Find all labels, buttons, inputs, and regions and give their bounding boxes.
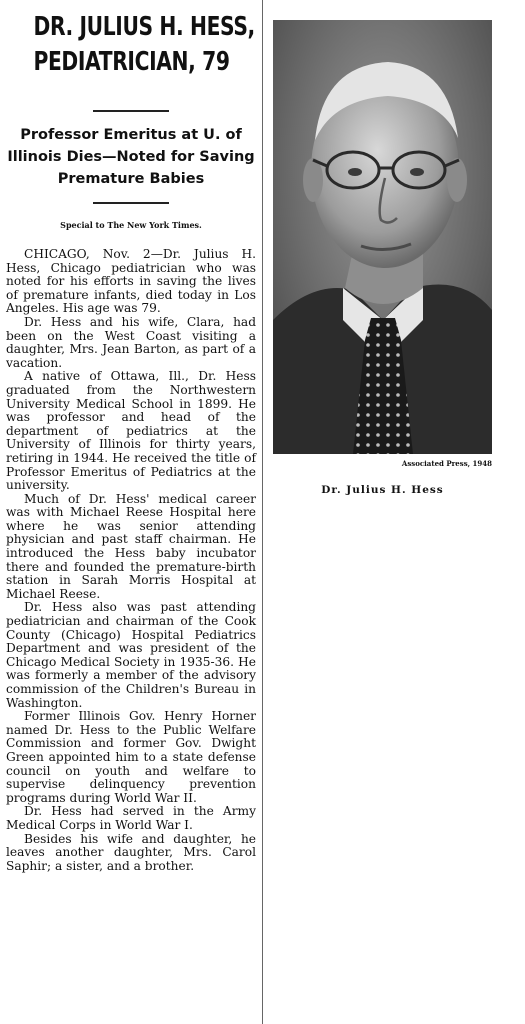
paragraph-6: Former Illinois Gov. Henry Horner named Dr. Hess to the Public Welfare Commission and former Gov. Dwight Green appointed him to a state defense council on youth and welfare to supervise delinquency prevention programs during World War II. — [6, 709, 256, 805]
photo-caption: Dr. Julius H. Hess — [321, 484, 444, 496]
paragraph-2: Dr. Hess and his wife, Clara, had been on the West Coast visiting a daughter, Mrs. Jean Barton, as part of a vacation. — [6, 314, 256, 370]
paragraph-3: A native of Ottawa, Ill., Dr. Hess graduated from the Northwestern University Medical School in 1899. He was professor and head of the department of pediatrics at the University of Illinois for thirty years, retiring in 1944. He received the title of Professor Emeritus of Pediatrics at the university. — [6, 369, 256, 493]
headline — [33, 10, 255, 80]
paragraph-7: Dr. Hess had served in the Army Medical Corps in World War I. — [6, 804, 256, 832]
paragraph-1: CHICAGO, Nov. 2—Dr. Julius H. Hess, Chicago pediatrician who was noted for his efforts in saving the lives of premature infants, died today in Los Angeles. His age was 79. — [6, 247, 256, 316]
special-credit: Special to The New York Times. — [60, 220, 202, 230]
portrait-photo — [273, 20, 492, 454]
subheadline: Professor Emeritus at U. of Illinois Dies—Noted for Saving Premature Babies — [7, 127, 255, 187]
article-body — [6, 248, 256, 873]
photo-credit: Associated Press, 1948 — [401, 459, 492, 468]
paragraph-8: Besides his wife and daughter, he leaves another daughter, Mrs. Carol Saphir; a sister, and a brother. — [6, 831, 256, 873]
subheadline-divider — [93, 202, 169, 204]
column-divider — [262, 0, 263, 1024]
portrait-illustration — [273, 20, 492, 454]
headline-divider — [93, 110, 169, 112]
paragraph-5: Dr. Hess also was past attending pediatrician and chairman of the Cook County (Chicago) Hospital Pediatrics Department and was president of the Chicago Medical Society in 1935-36. He was formerly a member of the advisory commission of the Children's Bureau in Washington. — [6, 600, 256, 710]
paragraph-4: Much of Dr. Hess' medical career was with Michael Reese Hospital here where he was senior attending physician and past staff chairman. He introduced the Hess baby incubator there and founded the premature-birth station in Sarah Morris Hospital at Michael Reese. — [6, 491, 256, 601]
article-column — [6, 2, 256, 873]
headline-line-1: DR. JULIUS H. HESS, — [33, 12, 255, 42]
headline-line-2: PEDIATRICIAN, 79 — [33, 47, 230, 77]
